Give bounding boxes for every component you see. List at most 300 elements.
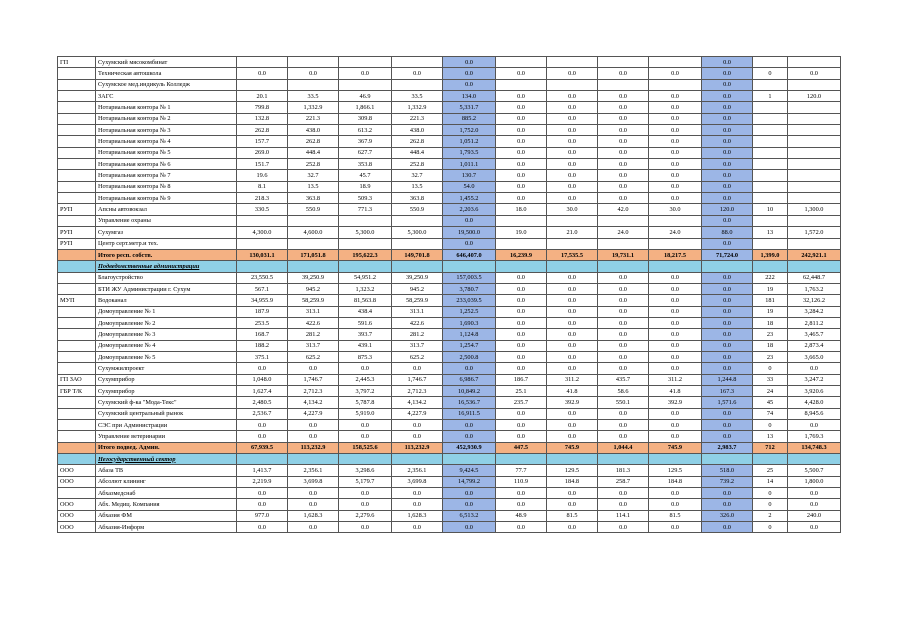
cell-value[interactable] bbox=[547, 215, 598, 226]
cell-value[interactable]: 0 bbox=[753, 420, 788, 431]
cell-org-name[interactable]: Сухумский мясокомбинат bbox=[96, 57, 237, 68]
cell-value[interactable]: 0.0 bbox=[702, 181, 753, 192]
cell-value[interactable]: 0.0 bbox=[288, 420, 339, 431]
cell-org-name[interactable]: Абсолют клининг bbox=[96, 476, 237, 487]
cell-org-type[interactable] bbox=[58, 317, 96, 328]
cell-value[interactable]: 0.0 bbox=[702, 408, 753, 419]
cell-value[interactable]: 0.0 bbox=[702, 68, 753, 79]
cell-value[interactable]: 1,571.6 bbox=[702, 397, 753, 408]
cell-value[interactable]: 0.0 bbox=[496, 306, 547, 317]
cell-org-type[interactable] bbox=[58, 329, 96, 340]
cell-value[interactable]: 3,465.7 bbox=[788, 329, 841, 340]
cell-value[interactable]: 448.4 bbox=[288, 147, 339, 158]
cell-value[interactable]: 54,951.2 bbox=[339, 272, 392, 283]
cell-value[interactable]: 2,536.7 bbox=[237, 408, 288, 419]
cell-value[interactable]: 392.9 bbox=[649, 397, 702, 408]
cell-value[interactable]: 18,217.5 bbox=[649, 249, 702, 260]
cell-value[interactable]: 33.5 bbox=[288, 91, 339, 102]
cell-org-type[interactable] bbox=[58, 454, 96, 465]
cell-org-type[interactable] bbox=[58, 91, 96, 102]
cell-value[interactable]: 625.2 bbox=[392, 351, 443, 362]
cell-value[interactable]: 1,572.0 bbox=[788, 227, 841, 238]
cell-org-name[interactable]: Сухумприбор bbox=[96, 385, 237, 396]
cell-value[interactable]: 0.0 bbox=[788, 420, 841, 431]
cell-value[interactable]: 262.8 bbox=[237, 125, 288, 136]
cell-value[interactable] bbox=[788, 57, 841, 68]
cell-value[interactable]: 0.0 bbox=[547, 181, 598, 192]
cell-value[interactable]: 4,134.2 bbox=[392, 397, 443, 408]
cell-value[interactable]: 0.0 bbox=[649, 283, 702, 294]
cell-value[interactable]: 3,699.8 bbox=[288, 476, 339, 487]
cell-value[interactable]: 0.0 bbox=[702, 329, 753, 340]
cell-value[interactable]: 0.0 bbox=[598, 181, 649, 192]
cell-org-type[interactable] bbox=[58, 159, 96, 170]
cell-org-name[interactable]: Абхазмедснаб bbox=[96, 488, 237, 499]
cell-value[interactable]: 0.0 bbox=[702, 363, 753, 374]
cell-value[interactable]: 509.3 bbox=[339, 193, 392, 204]
cell-org-name[interactable]: Абх. Медиц. Компания bbox=[96, 499, 237, 510]
cell-value[interactable]: 188.2 bbox=[237, 340, 288, 351]
cell-value[interactable] bbox=[788, 238, 841, 249]
cell-value[interactable]: 0.0 bbox=[598, 102, 649, 113]
cell-value[interactable] bbox=[598, 238, 649, 249]
cell-value[interactable]: 1,455.2 bbox=[443, 193, 496, 204]
cell-value[interactable]: 0.0 bbox=[288, 499, 339, 510]
cell-value[interactable] bbox=[547, 454, 598, 465]
cell-value[interactable]: 157.7 bbox=[237, 136, 288, 147]
cell-value[interactable] bbox=[598, 215, 649, 226]
cell-value[interactable]: 41.8 bbox=[547, 385, 598, 396]
cell-value[interactable]: 393.7 bbox=[339, 329, 392, 340]
cell-org-name[interactable]: БТИ ЖУ Администрации г. Сухум bbox=[96, 283, 237, 294]
cell-org-type[interactable] bbox=[58, 351, 96, 362]
cell-value[interactable]: 4,134.2 bbox=[288, 397, 339, 408]
cell-org-type[interactable] bbox=[58, 125, 96, 136]
cell-value[interactable]: 16,911.5 bbox=[443, 408, 496, 419]
cell-value[interactable]: 151.7 bbox=[237, 159, 288, 170]
cell-value[interactable]: 1,628.3 bbox=[392, 510, 443, 521]
cell-value[interactable]: 0.0 bbox=[496, 340, 547, 351]
cell-value[interactable]: 0.0 bbox=[237, 420, 288, 431]
cell-value[interactable] bbox=[753, 113, 788, 124]
cell-value[interactable]: 5,300.0 bbox=[339, 227, 392, 238]
cell-org-type[interactable] bbox=[58, 249, 96, 260]
cell-value[interactable] bbox=[547, 238, 598, 249]
cell-value[interactable]: 19 bbox=[753, 306, 788, 317]
cell-value[interactable]: 0.0 bbox=[547, 363, 598, 374]
cell-value[interactable]: 0.0 bbox=[547, 317, 598, 328]
cell-value[interactable]: 0.0 bbox=[649, 170, 702, 181]
cell-value[interactable]: 235.7 bbox=[496, 397, 547, 408]
cell-value[interactable]: 186.7 bbox=[496, 374, 547, 385]
cell-value[interactable]: 0.0 bbox=[443, 488, 496, 499]
cell-value[interactable]: 120.0 bbox=[702, 204, 753, 215]
cell-value[interactable]: 452,930.9 bbox=[443, 442, 496, 453]
cell-value[interactable]: 0.0 bbox=[237, 499, 288, 510]
cell-value[interactable]: 353.8 bbox=[339, 159, 392, 170]
cell-value[interactable] bbox=[339, 261, 392, 272]
cell-org-type[interactable]: ООО bbox=[58, 476, 96, 487]
cell-value[interactable]: 3,298.6 bbox=[339, 465, 392, 476]
cell-value[interactable] bbox=[547, 57, 598, 68]
cell-value[interactable] bbox=[753, 79, 788, 90]
cell-value[interactable] bbox=[392, 79, 443, 90]
cell-value[interactable]: 0.0 bbox=[702, 113, 753, 124]
cell-value[interactable]: 32.7 bbox=[288, 170, 339, 181]
cell-value[interactable]: 0.0 bbox=[547, 125, 598, 136]
cell-value[interactable]: 438.4 bbox=[339, 306, 392, 317]
cell-org-name[interactable]: Техническая автошкола bbox=[96, 68, 237, 79]
cell-org-name[interactable]: Нотариальная контора № 8 bbox=[96, 181, 237, 192]
cell-value[interactable]: 0.0 bbox=[702, 147, 753, 158]
cell-value[interactable]: 0.0 bbox=[702, 136, 753, 147]
cell-value[interactable] bbox=[788, 102, 841, 113]
cell-org-type[interactable] bbox=[58, 68, 96, 79]
cell-value[interactable]: 311.2 bbox=[547, 374, 598, 385]
cell-value[interactable]: 0.0 bbox=[547, 488, 598, 499]
cell-value[interactable] bbox=[753, 57, 788, 68]
cell-value[interactable]: 0.0 bbox=[547, 329, 598, 340]
cell-value[interactable] bbox=[339, 215, 392, 226]
cell-value[interactable]: 71,724.0 bbox=[702, 249, 753, 260]
cell-org-name[interactable]: Абхазия-Информ bbox=[96, 522, 237, 533]
cell-value[interactable] bbox=[547, 261, 598, 272]
cell-value[interactable]: 0.0 bbox=[496, 102, 547, 113]
cell-value[interactable]: 0.0 bbox=[496, 272, 547, 283]
cell-org-name[interactable]: Нотариальная контора № 5 bbox=[96, 147, 237, 158]
cell-value[interactable]: 945.2 bbox=[288, 283, 339, 294]
cell-value[interactable]: 0.0 bbox=[547, 351, 598, 362]
cell-value[interactable]: 0.0 bbox=[547, 170, 598, 181]
cell-value[interactable]: 0.0 bbox=[702, 420, 753, 431]
cell-value[interactable]: 1,124.8 bbox=[443, 329, 496, 340]
cell-value[interactable]: 129.5 bbox=[547, 465, 598, 476]
cell-org-type[interactable] bbox=[58, 147, 96, 158]
cell-value[interactable]: 0.0 bbox=[702, 57, 753, 68]
cell-value[interactable] bbox=[649, 79, 702, 90]
cell-value[interactable]: 24.0 bbox=[598, 227, 649, 238]
cell-org-name[interactable]: Нотариальная контора № 1 bbox=[96, 102, 237, 113]
cell-value[interactable]: 1,413.7 bbox=[237, 465, 288, 476]
cell-value[interactable]: 977.0 bbox=[237, 510, 288, 521]
cell-value[interactable] bbox=[788, 261, 841, 272]
cell-org-name[interactable]: Центр серт.метр.и тех. bbox=[96, 238, 237, 249]
cell-value[interactable]: 0.0 bbox=[496, 329, 547, 340]
cell-value[interactable]: 0.0 bbox=[547, 522, 598, 533]
cell-value[interactable]: 311.2 bbox=[649, 374, 702, 385]
cell-org-type[interactable] bbox=[58, 170, 96, 181]
cell-value[interactable]: 0.0 bbox=[288, 431, 339, 442]
cell-value[interactable] bbox=[496, 454, 547, 465]
cell-value[interactable]: 625.2 bbox=[288, 351, 339, 362]
cell-value[interactable] bbox=[288, 238, 339, 249]
cell-value[interactable]: 32.7 bbox=[392, 170, 443, 181]
cell-org-name[interactable]: Управление ветеринарии bbox=[96, 431, 237, 442]
cell-org-type[interactable]: ГБР Т/К bbox=[58, 385, 96, 396]
cell-value[interactable] bbox=[392, 57, 443, 68]
cell-value[interactable]: 24.0 bbox=[649, 227, 702, 238]
cell-value[interactable]: 745.9 bbox=[547, 442, 598, 453]
cell-value[interactable]: 1,866.1 bbox=[339, 102, 392, 113]
cell-value[interactable]: 14,799.2 bbox=[443, 476, 496, 487]
cell-org-type[interactable] bbox=[58, 102, 96, 113]
cell-value[interactable]: 130.7 bbox=[443, 170, 496, 181]
cell-value[interactable]: 0.0 bbox=[547, 306, 598, 317]
cell-value[interactable] bbox=[753, 159, 788, 170]
cell-org-name[interactable]: Негосударственный сектор bbox=[96, 454, 237, 465]
cell-value[interactable]: 0.0 bbox=[702, 91, 753, 102]
cell-value[interactable]: 875.3 bbox=[339, 351, 392, 362]
cell-value[interactable]: 1,051.2 bbox=[443, 136, 496, 147]
cell-value[interactable]: 3,665.0 bbox=[788, 351, 841, 362]
cell-value[interactable]: 0.0 bbox=[598, 91, 649, 102]
cell-value[interactable]: 439.1 bbox=[339, 340, 392, 351]
cell-value[interactable] bbox=[392, 454, 443, 465]
cell-value[interactable]: 0.0 bbox=[547, 147, 598, 158]
cell-org-name[interactable]: Сухумский ф-ка "Мода-Текс" bbox=[96, 397, 237, 408]
cell-value[interactable]: 627.7 bbox=[339, 147, 392, 158]
cell-value[interactable]: 4,300.0 bbox=[237, 227, 288, 238]
cell-value[interactable]: 0.0 bbox=[392, 68, 443, 79]
cell-value[interactable]: 88.0 bbox=[702, 227, 753, 238]
cell-org-type[interactable]: МУП bbox=[58, 295, 96, 306]
cell-value[interactable]: 113,232.9 bbox=[392, 442, 443, 453]
cell-value[interactable]: 375.1 bbox=[237, 351, 288, 362]
cell-org-name[interactable]: Нотариальная контора № 9 bbox=[96, 193, 237, 204]
cell-value[interactable]: 23,550.5 bbox=[237, 272, 288, 283]
cell-value[interactable] bbox=[392, 261, 443, 272]
cell-value[interactable]: 0.0 bbox=[496, 522, 547, 533]
cell-value[interactable]: 157,003.5 bbox=[443, 272, 496, 283]
cell-org-name[interactable]: Итого подвед. Админ. bbox=[96, 442, 237, 453]
cell-org-name[interactable]: Домоуправление № 2 bbox=[96, 317, 237, 328]
cell-org-name[interactable]: Домоуправление № 1 bbox=[96, 306, 237, 317]
cell-value[interactable]: 1,746.7 bbox=[288, 374, 339, 385]
cell-value[interactable] bbox=[496, 57, 547, 68]
cell-value[interactable]: 2,480.5 bbox=[237, 397, 288, 408]
cell-org-name[interactable]: Нотариальная контора № 4 bbox=[96, 136, 237, 147]
cell-org-type[interactable] bbox=[58, 363, 96, 374]
cell-value[interactable] bbox=[649, 261, 702, 272]
cell-value[interactable]: 0.0 bbox=[547, 136, 598, 147]
cell-value[interactable]: 6,513.2 bbox=[443, 510, 496, 521]
cell-value[interactable]: 0.0 bbox=[237, 431, 288, 442]
cell-value[interactable]: 0.0 bbox=[547, 340, 598, 351]
cell-value[interactable]: 1,011.1 bbox=[443, 159, 496, 170]
cell-value[interactable]: 438.0 bbox=[392, 125, 443, 136]
cell-value[interactable]: 0 bbox=[753, 522, 788, 533]
cell-value[interactable]: 13 bbox=[753, 227, 788, 238]
cell-value[interactable]: 242,921.1 bbox=[788, 249, 841, 260]
cell-value[interactable] bbox=[753, 170, 788, 181]
cell-value[interactable] bbox=[598, 454, 649, 465]
cell-value[interactable]: 222 bbox=[753, 272, 788, 283]
cell-value[interactable]: 1,323.2 bbox=[339, 283, 392, 294]
cell-value[interactable] bbox=[237, 454, 288, 465]
cell-value[interactable]: 392.9 bbox=[547, 397, 598, 408]
cell-value[interactable]: 0.0 bbox=[598, 499, 649, 510]
cell-org-type[interactable] bbox=[58, 420, 96, 431]
cell-value[interactable]: 19.6 bbox=[237, 170, 288, 181]
cell-value[interactable]: 5,179.7 bbox=[339, 476, 392, 487]
cell-value[interactable]: 1,627.4 bbox=[237, 385, 288, 396]
cell-value[interactable]: 0.0 bbox=[649, 102, 702, 113]
cell-value[interactable]: 0.0 bbox=[788, 522, 841, 533]
cell-org-type[interactable] bbox=[58, 306, 96, 317]
cell-value[interactable]: 0.0 bbox=[598, 272, 649, 283]
cell-value[interactable]: 0.0 bbox=[496, 317, 547, 328]
cell-value[interactable] bbox=[339, 454, 392, 465]
cell-value[interactable] bbox=[788, 215, 841, 226]
cell-value[interactable]: 218.3 bbox=[237, 193, 288, 204]
cell-value[interactable]: 25 bbox=[753, 465, 788, 476]
cell-value[interactable]: 6,986.7 bbox=[443, 374, 496, 385]
cell-value[interactable]: 0.0 bbox=[788, 499, 841, 510]
cell-value[interactable]: 0.0 bbox=[496, 193, 547, 204]
cell-value[interactable]: 21.0 bbox=[547, 227, 598, 238]
cell-value[interactable]: 0.0 bbox=[649, 181, 702, 192]
cell-value[interactable]: 221.3 bbox=[392, 113, 443, 124]
cell-value[interactable]: 771.3 bbox=[339, 204, 392, 215]
cell-org-type[interactable] bbox=[58, 261, 96, 272]
cell-org-name[interactable]: Сухумское мед.индикуль Колледж bbox=[96, 79, 237, 90]
cell-value[interactable]: 23 bbox=[753, 351, 788, 362]
cell-value[interactable]: 168.7 bbox=[237, 329, 288, 340]
cell-org-name[interactable]: Домоуправление № 3 bbox=[96, 329, 237, 340]
cell-value[interactable] bbox=[598, 79, 649, 90]
cell-value[interactable]: 19.0 bbox=[496, 227, 547, 238]
cell-value[interactable]: 313.7 bbox=[392, 340, 443, 351]
cell-value[interactable]: 0.0 bbox=[598, 363, 649, 374]
cell-value[interactable]: 0.0 bbox=[496, 283, 547, 294]
cell-org-type[interactable] bbox=[58, 431, 96, 442]
cell-value[interactable]: 0.0 bbox=[288, 488, 339, 499]
cell-value[interactable]: 0.0 bbox=[702, 317, 753, 328]
cell-value[interactable] bbox=[788, 147, 841, 158]
cell-value[interactable]: 181 bbox=[753, 295, 788, 306]
cell-value[interactable]: 0.0 bbox=[649, 363, 702, 374]
cell-value[interactable]: 132.8 bbox=[237, 113, 288, 124]
cell-value[interactable]: 281.2 bbox=[392, 329, 443, 340]
cell-org-name[interactable]: Нотариальная контора № 7 bbox=[96, 170, 237, 181]
cell-value[interactable] bbox=[753, 147, 788, 158]
cell-value[interactable]: 19 bbox=[753, 283, 788, 294]
cell-org-name[interactable]: ЗАГС bbox=[96, 91, 237, 102]
cell-value[interactable]: 39,250.9 bbox=[288, 272, 339, 283]
cell-value[interactable]: 17,535.5 bbox=[547, 249, 598, 260]
cell-value[interactable]: 16,239.9 bbox=[496, 249, 547, 260]
cell-value[interactable]: 14 bbox=[753, 476, 788, 487]
cell-value[interactable] bbox=[496, 215, 547, 226]
cell-value[interactable]: 745.9 bbox=[649, 442, 702, 453]
cell-value[interactable]: 4,428.0 bbox=[788, 397, 841, 408]
cell-value[interactable]: 184.8 bbox=[547, 476, 598, 487]
cell-value[interactable] bbox=[753, 136, 788, 147]
cell-value[interactable]: 567.1 bbox=[237, 283, 288, 294]
cell-value[interactable] bbox=[753, 238, 788, 249]
cell-value[interactable]: 550.9 bbox=[288, 204, 339, 215]
cell-value[interactable] bbox=[753, 102, 788, 113]
cell-value[interactable]: 0.0 bbox=[702, 238, 753, 249]
cell-value[interactable]: 0.0 bbox=[649, 136, 702, 147]
cell-value[interactable]: 0.0 bbox=[598, 147, 649, 158]
cell-value[interactable]: 0.0 bbox=[788, 68, 841, 79]
cell-value[interactable]: 0.0 bbox=[496, 351, 547, 362]
cell-org-name[interactable]: Нотариальная контора № 6 bbox=[96, 159, 237, 170]
cell-value[interactable]: 0.0 bbox=[443, 431, 496, 442]
cell-value[interactable]: 0.0 bbox=[702, 170, 753, 181]
cell-value[interactable] bbox=[753, 193, 788, 204]
cell-value[interactable]: 1,690.3 bbox=[443, 317, 496, 328]
cell-value[interactable]: 0.0 bbox=[649, 317, 702, 328]
cell-value[interactable]: 58,259.9 bbox=[392, 295, 443, 306]
cell-value[interactable]: 0.0 bbox=[237, 363, 288, 374]
cell-value[interactable] bbox=[753, 181, 788, 192]
cell-value[interactable]: 0.0 bbox=[496, 91, 547, 102]
cell-value[interactable]: 2,983.7 bbox=[702, 442, 753, 453]
cell-value[interactable]: 0.0 bbox=[496, 488, 547, 499]
cell-value[interactable]: 0.0 bbox=[496, 170, 547, 181]
cell-value[interactable]: 438.0 bbox=[288, 125, 339, 136]
cell-value[interactable]: 62,448.7 bbox=[788, 272, 841, 283]
cell-value[interactable]: 0.0 bbox=[649, 147, 702, 158]
cell-value[interactable]: 262.8 bbox=[392, 136, 443, 147]
cell-org-name[interactable]: Домоуправление № 4 bbox=[96, 340, 237, 351]
cell-value[interactable]: 8,945.6 bbox=[788, 408, 841, 419]
cell-value[interactable]: 30.0 bbox=[547, 204, 598, 215]
cell-value[interactable]: 0.0 bbox=[598, 136, 649, 147]
cell-value[interactable]: 46.9 bbox=[339, 91, 392, 102]
cell-value[interactable] bbox=[237, 215, 288, 226]
cell-value[interactable]: 158,525.6 bbox=[339, 442, 392, 453]
cell-value[interactable]: 221.3 bbox=[288, 113, 339, 124]
cell-value[interactable]: 0.0 bbox=[649, 272, 702, 283]
cell-value[interactable]: 0.0 bbox=[598, 340, 649, 351]
cell-value[interactable]: 18 bbox=[753, 340, 788, 351]
cell-value[interactable]: 0.0 bbox=[496, 420, 547, 431]
cell-value[interactable]: 33.5 bbox=[392, 91, 443, 102]
cell-value[interactable]: 0.0 bbox=[598, 193, 649, 204]
cell-value[interactable]: 19,731.1 bbox=[598, 249, 649, 260]
cell-value[interactable]: 1,048.0 bbox=[237, 374, 288, 385]
cell-value[interactable] bbox=[649, 238, 702, 249]
cell-value[interactable]: 13 bbox=[753, 431, 788, 442]
cell-value[interactable]: 0.0 bbox=[496, 408, 547, 419]
cell-value[interactable]: 1,800.0 bbox=[788, 476, 841, 487]
cell-value[interactable] bbox=[788, 170, 841, 181]
cell-value[interactable]: 3,284.2 bbox=[788, 306, 841, 317]
cell-org-name[interactable]: Абаза ТВ bbox=[96, 465, 237, 476]
cell-value[interactable]: 1,044.4 bbox=[598, 442, 649, 453]
cell-value[interactable]: 0.0 bbox=[547, 193, 598, 204]
cell-value[interactable]: 1,763.2 bbox=[788, 283, 841, 294]
cell-value[interactable]: 0.0 bbox=[649, 351, 702, 362]
cell-value[interactable]: 0.0 bbox=[649, 295, 702, 306]
cell-value[interactable]: 0.0 bbox=[443, 215, 496, 226]
cell-value[interactable]: 0 bbox=[753, 488, 788, 499]
cell-value[interactable]: 1,332.9 bbox=[392, 102, 443, 113]
cell-value[interactable]: 0.0 bbox=[598, 125, 649, 136]
cell-value[interactable]: 33 bbox=[753, 374, 788, 385]
cell-value[interactable]: 1 bbox=[753, 91, 788, 102]
cell-value[interactable] bbox=[788, 113, 841, 124]
cell-value[interactable]: 187.9 bbox=[237, 306, 288, 317]
cell-value[interactable]: 113,232.9 bbox=[288, 442, 339, 453]
cell-value[interactable] bbox=[237, 261, 288, 272]
cell-value[interactable]: 45 bbox=[753, 397, 788, 408]
cell-org-name[interactable]: Водоканал bbox=[96, 295, 237, 306]
cell-value[interactable]: 0.0 bbox=[443, 499, 496, 510]
